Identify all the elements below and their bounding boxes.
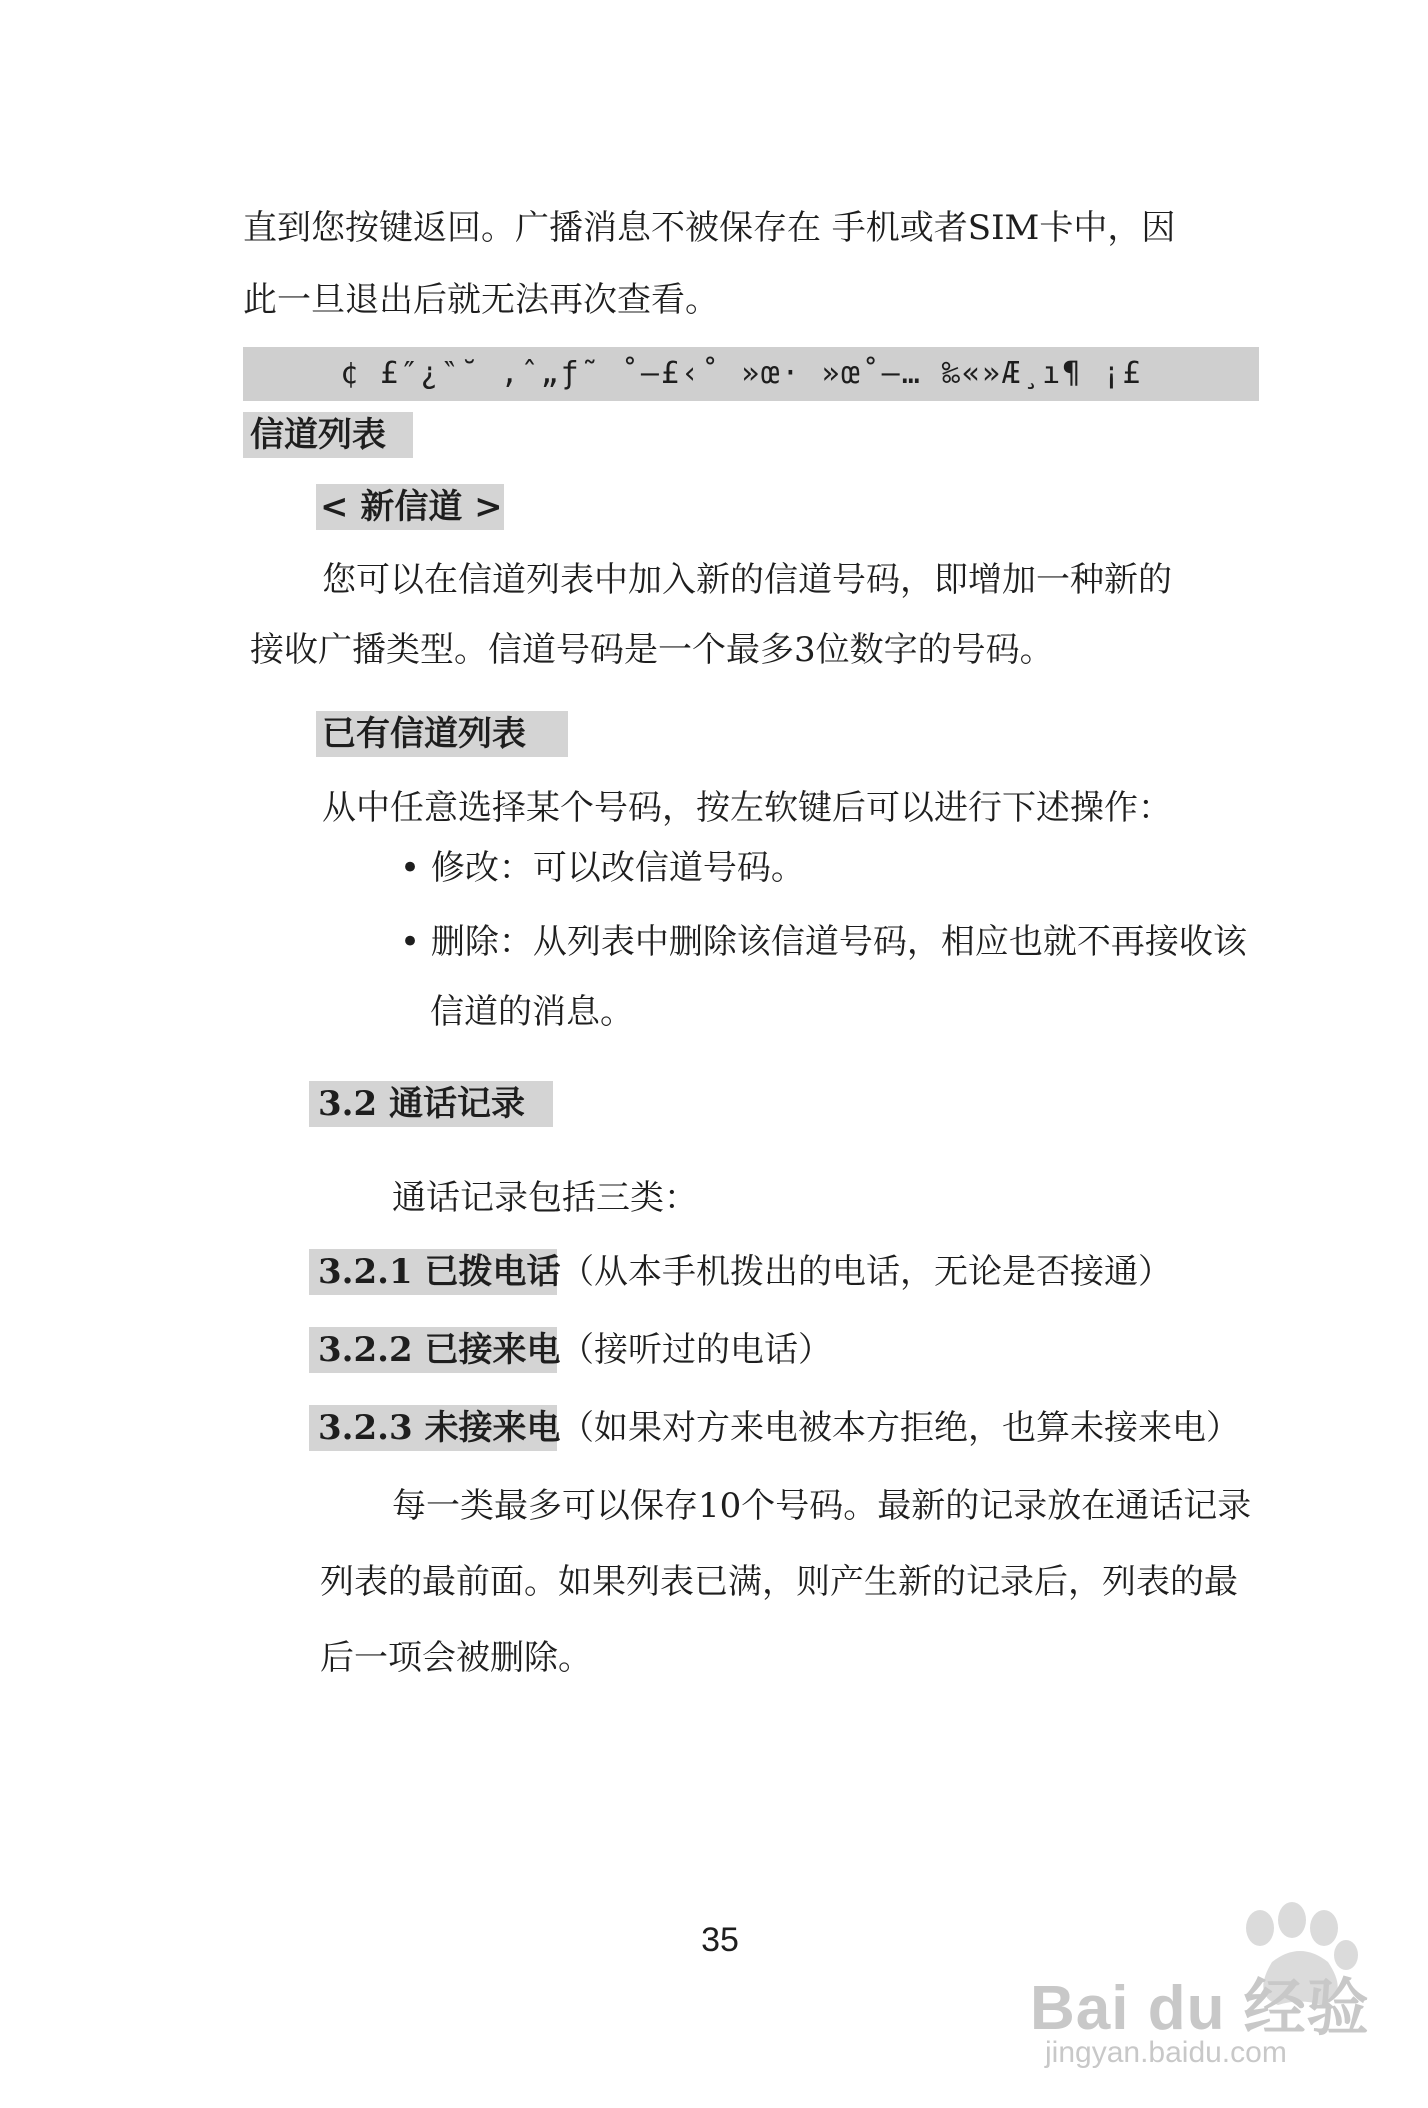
existing-channels-heading: 已有信道列表: [322, 714, 526, 754]
missed-calls-label: 3.2.3 未接来电: [318, 1408, 561, 1448]
received-calls-label: 3.2.2 已接来电: [318, 1330, 561, 1370]
bullet-delete-continued: 信道的消息。: [430, 992, 634, 1032]
existing-channels-intro: 从中任意选择某个号码，按左软键后可以进行下述操作：: [322, 788, 1172, 828]
page-number: 35: [701, 1921, 739, 1959]
new-channel-para-line-2: 接收广播类型。信道号码是一个最多3位数字的号码。: [250, 630, 1054, 670]
bullet-delete: • 删除：从列表中删除该信道号码，相应也就不再接收该: [400, 922, 1247, 962]
call-log-para-line-1: 每一类最多可以保存10个号码。最新的记录放在通话记录: [392, 1486, 1252, 1526]
call-log-heading: 3.2 通话记录: [318, 1084, 525, 1124]
intro-line-2: 此一旦退出后就无法再次查看。: [243, 280, 719, 320]
intro-line-1: 直到您按键返回。广播消息不被保存在 手机或者SIM卡中，因: [243, 208, 1176, 248]
missed-calls-desc: （如果对方来电被本方拒绝，也算未接来电）: [560, 1408, 1240, 1448]
new-channel-heading: < 新信道 >: [320, 487, 503, 527]
dialed-calls-label: 3.2.1 已拨电话: [318, 1252, 561, 1292]
watermark-brand: Bai du 经验: [1030, 1974, 1370, 2043]
received-calls-desc: （接听过的电话）: [560, 1330, 832, 1370]
new-channel-para-line-1: 您可以在信道列表中加入新的信道号码，即增加一种新的: [322, 560, 1172, 600]
bullet-modify: • 修改：可以改信道号码。: [400, 848, 805, 888]
channel-list-heading: 信道列表: [250, 415, 386, 455]
watermark-url: jingyan.baidu.com: [1045, 2036, 1287, 2069]
garbled-text: ¢ £″¿‶˘ ‚ˆ„ƒ˜ ˚–£‹˚ »œ· »œ˚–… ‰«»Æ¸ı¶ ¡£: [340, 356, 1143, 391]
call-log-para-line-2: 列表的最前面。如果列表已满，则产生新的记录后，列表的最: [320, 1562, 1238, 1602]
call-log-para-line-3: 后一项会被删除。: [320, 1638, 592, 1678]
dialed-calls-desc: （从本手机拨出的电话，无论是否接通）: [560, 1252, 1172, 1292]
call-log-intro: 通话记录包括三类：: [392, 1178, 698, 1218]
